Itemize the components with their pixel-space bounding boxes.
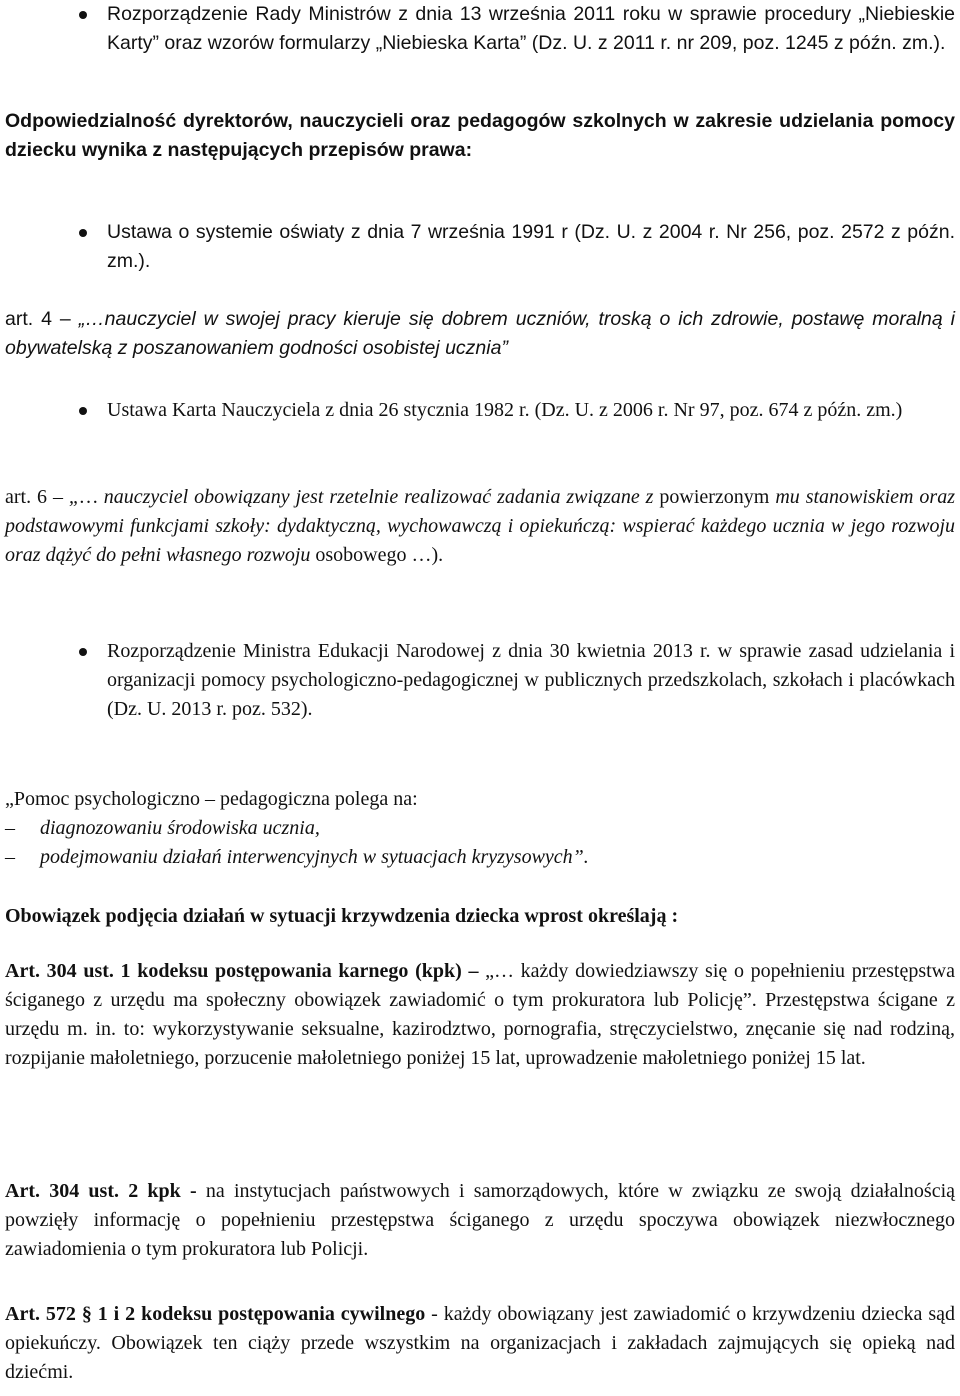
article-prefix: art. 4 – — [5, 308, 79, 330]
article-body: „… każdy dowiedziawszy się o popełnieniu przestępstwa ściganego z urzędu ma społeczny obowiązek zawiadomić o tym prokuratora lub Policję”. Przestępstwa ścigane z urzędu m. in. to: wykorzystywanie seksualne, kazirodztwo, pornografia, stręczycielstwo, znęcanie się nad rodziną, rozpijanie małoletniego, porzucenie małoletniego poniżej 15 lat, uprowadzenie małoletniego poniżej 15 lat. — [5, 960, 956, 1069]
article-304-1 — [5, 957, 955, 1073]
article-plain-mid: powierzonym — [659, 486, 770, 508]
support-item: – podejmowaniu działań interwencyjnych w sytuacjach kryzysowych”. — [5, 843, 955, 872]
article-quote-end: mu stanowiskiem oraz podstawowymi funkcjami szkoły: dydaktyczną, wychowawczą i opiekuńczą: wspierać każdego ucznia w jego rozwoju oraz dążyć do pełni własnego rozwoju — [5, 486, 955, 566]
article-4-quote — [5, 305, 955, 363]
article-body: na instytucjach państwowych i samorządowych, które w związku ze swoją działalnością powzięły informację o popełnieniu przestępstwa ściganego z urzędu spoczywa obowiązek niezwłocznego zawiadomienia o tym prokuratora lub Policji. — [5, 1180, 956, 1260]
article-prefix: art. 6 – — [5, 486, 69, 508]
article-plain-end: osobowego …). — [315, 544, 444, 566]
bullet-teachers-charter — [107, 396, 955, 425]
heading-responsibility: Odpowiedzialność dyrektorów, nauczycieli oraz pedagogów szkolnych w zakresie udzielania pomocy dziecku wynika z następujących przepisów prawa: — [5, 110, 955, 161]
bullet-text: Rozporządzenie Ministra Edukacji Narodowej z dnia 30 kwietnia 2013 r. w sprawie zasad udzielania i organizacji pomocy psychologiczno-pedagogicznej w publicznych przedszkolach, szkołach i placówkach (Dz. U. 2013 r. poz. 532). — [107, 640, 955, 720]
bullet-education-act — [107, 218, 955, 276]
support-intro: „Pomoc psychologiczno – pedagogiczna polega na: — [5, 788, 418, 810]
article-title: Art. 304 ust. 2 kpk - — [5, 1180, 197, 1202]
article-title: Art. 572 § 1 i 2 kodeksu postępowania cywilnego — [5, 1303, 426, 1325]
article-304-2 — [5, 1177, 955, 1264]
bullet-dot-icon — [79, 229, 87, 237]
article-title: Art. 304 ust. 1 kodeksu postępowania karnego (kpk) – — [5, 960, 479, 982]
article-body: - każdy obowiązany jest zawiadomić o krzywdzeniu dziecka sąd opiekuńczy. Obowiązek ten ciąży przede wszystkim na organizacjach i zakładach zajmujących się opieką nad dziećmi. — [5, 1303, 955, 1383]
bullet-dot-icon — [79, 11, 87, 19]
bullet-men-regulation — [107, 637, 955, 724]
article-572 — [5, 1300, 955, 1387]
article-quote-start: „… nauczyciel obowiązany jest rzetelnie realizować zadania związane z — [68, 486, 660, 508]
support-item: – diagnozowaniu środowiska ucznia, — [5, 814, 955, 843]
bullet-dot-icon — [79, 648, 87, 656]
bullet-text: Rozporządzenie Rady Ministrów z dnia 13 września 2011 roku w sprawie procedury „Niebieskie Karty” oraz wzorów formularzy „Niebieska Karta” (Dz. U. z 2011 r. nr 209, poz. 1245 z późn. zm.). — [107, 3, 955, 54]
article-quote: „…nauczyciel w swojej pracy kieruje się dobrem uczniów, troską o ich zdrowie, postawę moralną i obywatelską z poszanowaniem godności osobistej ucznia” — [5, 308, 955, 359]
bullet-dot-icon — [79, 407, 87, 415]
bullet-text: Ustawa Karta Nauczyciela z dnia 26 stycznia 1982 r. (Dz. U. z 2006 r. Nr 97, poz. 674 z późn. zm.) — [107, 399, 903, 421]
article-6-quote — [5, 483, 955, 570]
heading-obligation: Obowiązek podjęcia działań w sytuacji krzywdzenia dziecka wprost określają : — [5, 905, 679, 927]
dash-marker: – — [5, 846, 15, 868]
bullet-text: Ustawa o systemie oświaty z dnia 7 września 1991 r (Dz. U. z 2004 r. Nr 256, poz. 2572 z późn. zm.). — [107, 221, 955, 272]
dash-marker: – — [5, 817, 15, 839]
bullet-regulation-niebieska-karta — [107, 0, 955, 58]
